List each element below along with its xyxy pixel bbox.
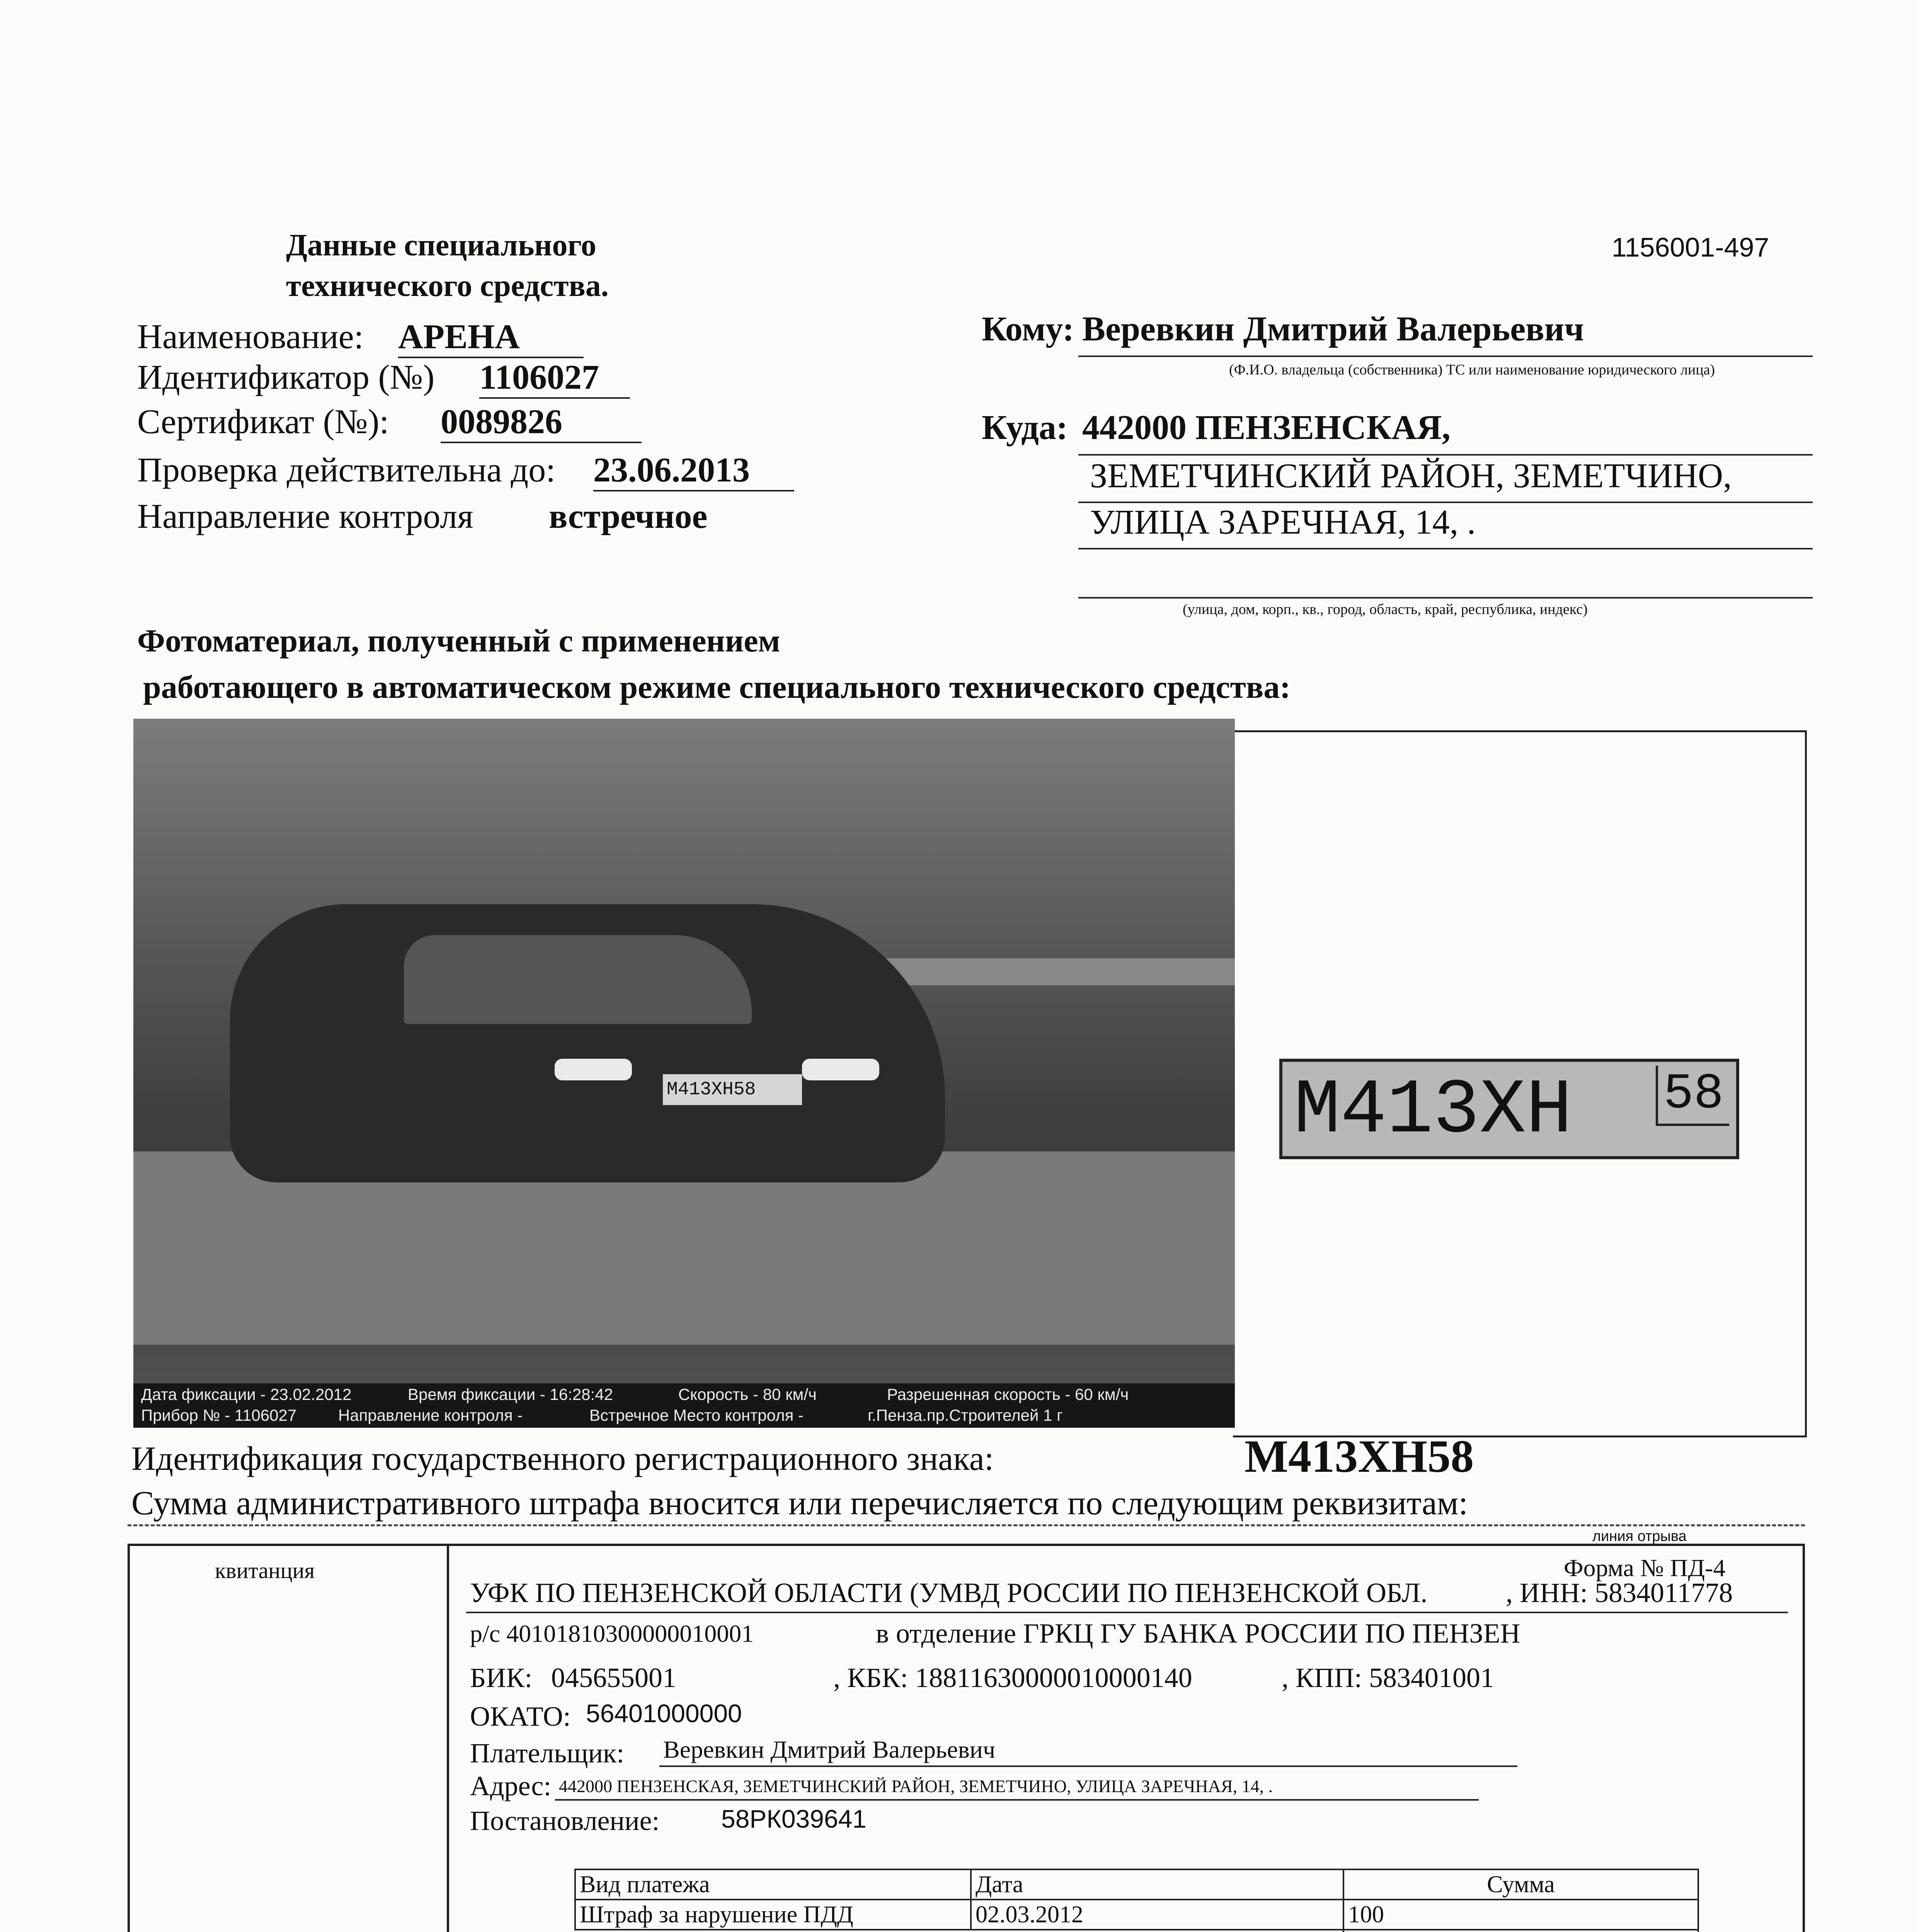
car-plate: М413ХН58	[663, 1074, 802, 1105]
receipt-1-pay-date: 02.03.2012	[971, 1900, 1343, 1930]
caption-street: г.Пенза.пр.Строителей 1 г	[868, 1406, 1063, 1424]
receipt-1-kbk: , КБК: 18811630000010000140	[833, 1662, 1192, 1693]
document-number: 1156001-497	[1612, 232, 1769, 262]
device-id-value: 1106027	[479, 357, 630, 399]
car-windshield	[404, 935, 752, 1024]
receipt-1-total-label	[575, 1930, 1343, 1932]
receipt-1-okato-label: ОКАТО:	[470, 1701, 571, 1732]
address-line3: УЛИЦА ЗАРЕЧНАЯ, 14, .	[1090, 503, 1476, 541]
receipt-1-col-date: Дата	[971, 1869, 1343, 1900]
caption-direction: Направление контроля -	[338, 1406, 523, 1424]
receipt-1-payer-label: Плательщик:	[470, 1738, 625, 1769]
tear-line-label: линия отрыва	[1592, 1528, 1687, 1544]
plate-closeup	[1279, 1059, 1739, 1159]
certificate-value: 0089826	[441, 402, 642, 443]
photo-heading-line2: работающего в автоматическом режиме специального технического средства:	[143, 669, 1291, 705]
receipt-1-bank: в отделение ГРКЦ ГУ БАНКА РОССИИ ПО ПЕНЗЕН	[876, 1618, 1520, 1649]
receipt-1-left-column	[130, 1546, 449, 1932]
receipt-1-account: р/с 40101810300000010001	[470, 1620, 754, 1647]
photo-caption	[133, 1383, 1235, 1428]
receipt-1-kvit-label: квитанция	[215, 1558, 315, 1583]
receipt-1-col-sum: Сумма	[1343, 1869, 1698, 1900]
direction-label: Направление контроля	[137, 497, 473, 536]
photo-heading-line1: Фотоматериал, полученный с применением	[137, 623, 780, 659]
receipt-1-form: Форма № ПД-4	[1564, 1554, 1726, 1582]
address-hint: (улица, дом, корп., кв., город, область, край, республика, индекс)	[1183, 601, 1588, 617]
device-title-line1: Данные специального	[286, 228, 596, 262]
tear-line	[128, 1524, 1805, 1526]
receipt-1-payment-table	[574, 1869, 1699, 1932]
caption-allowed-speed: Разрешенная скорость - 60 км/ч	[887, 1385, 1129, 1403]
receipt-1-okato: 56401000000	[586, 1699, 742, 1728]
identification-plate: М413ХН58	[1245, 1430, 1474, 1482]
receipt-1-pay-sum: 100	[1343, 1900, 1698, 1930]
caption-date: Дата фиксации - 23.02.2012	[141, 1385, 352, 1403]
caption-device: Прибор № - 1106027	[141, 1406, 297, 1424]
plate-closeup-number: М413ХН	[1294, 1067, 1573, 1155]
device-id-label: Идентификатор (№)	[137, 358, 435, 396]
receipt-1-bik: 045655001	[551, 1662, 676, 1693]
receipt-1-col-type: Вид платежа	[575, 1869, 971, 1900]
car-headlight-left	[555, 1059, 632, 1080]
fine-details-line: Сумма административного штрафа вносится или перечисляется по следующим реквизитам:	[131, 1485, 1468, 1522]
identification-label: Идентификация государственного регистрационного знака:	[131, 1440, 994, 1478]
to-label: Кому:	[982, 310, 1074, 348]
receipt-1-total	[1343, 1930, 1698, 1932]
receipt-1	[128, 1544, 1805, 1932]
certificate-label: Сертификат (№):	[137, 403, 389, 441]
device-title-line2: технического средства.	[286, 269, 609, 303]
receipt-1-address: 442000 ПЕНЗЕНСКАЯ, ЗЕМЕТЧИНСКИЙ РАЙОН, ЗЕМЕТЧИНО, УЛИЦА ЗАРЕЧНАЯ, 14, .	[559, 1776, 1273, 1796]
to-value: Веревкин Дмитрий Валерьевич	[1082, 310, 1584, 348]
to-hint: (Ф.И.О. владельца (собственника) ТС или наименование юридического лица)	[1229, 362, 1715, 378]
address-label: Куда:	[982, 408, 1068, 447]
device-name-label: Наименование:	[137, 318, 364, 356]
receipt-1-decree-label: Постановление:	[470, 1805, 660, 1836]
receipt-1-inn: , ИНН: 5834011778	[1506, 1577, 1733, 1608]
receipt-1-kpp: , КПП: 583401001	[1282, 1662, 1495, 1693]
plate-closeup-region: 58	[1656, 1066, 1729, 1126]
receipt-1-recipient: УФК ПО ПЕНЗЕНСКОЙ ОБЛАСТИ (УМВД РОССИИ ПО ПЕНЗЕНСКОЙ ОБЛ.	[470, 1577, 1428, 1608]
receipt-1-pay-type: Штраф за нарушение ПДД	[575, 1900, 971, 1930]
direction-value: встречное	[549, 497, 708, 536]
caption-speed: Скорость - 80 км/ч	[678, 1385, 817, 1403]
validity-value: 23.06.2013	[593, 450, 794, 492]
address-line2: ЗЕМЕТЧИНСКИЙ РАЙОН, ЗЕМЕТЧИНО,	[1090, 457, 1732, 495]
car-headlight-right	[802, 1059, 879, 1080]
device-name-value: АРЕНА	[398, 317, 584, 358]
receipt-1-address-label: Адрес:	[470, 1770, 552, 1801]
camera-photo	[133, 719, 1235, 1428]
validity-label: Проверка действительна до:	[137, 451, 556, 489]
caption-place: Встречное Место контроля -	[589, 1406, 804, 1424]
caption-time: Время фиксации - 16:28:42	[408, 1385, 613, 1403]
receipt-1-bik-label: БИК:	[470, 1662, 533, 1693]
receipt-1-decree: 58РК039641	[721, 1804, 867, 1833]
address-line1: 442000 ПЕНЗЕНСКАЯ,	[1082, 408, 1451, 447]
receipt-1-payer: Веревкин Дмитрий Валерьевич	[663, 1736, 996, 1763]
